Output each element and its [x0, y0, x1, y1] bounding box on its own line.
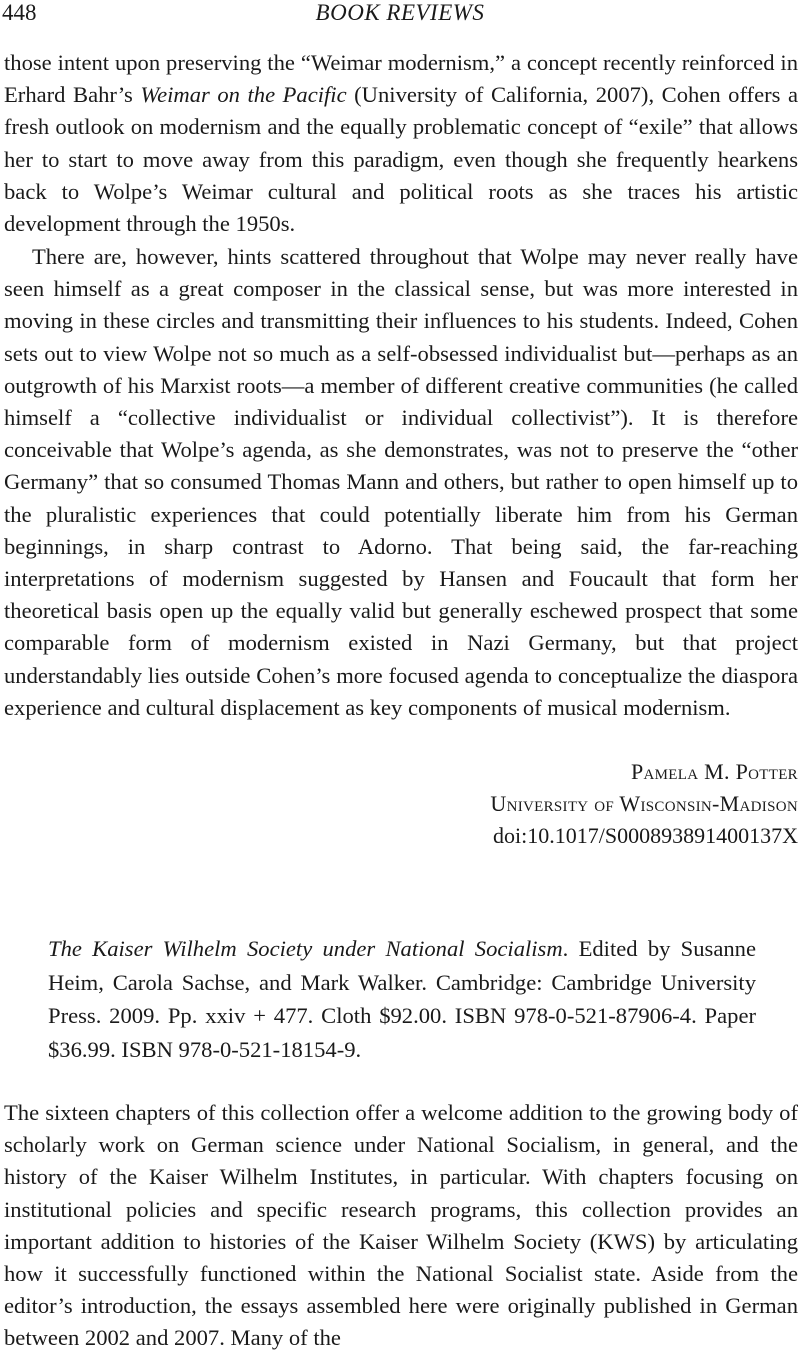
reviewer-name: Pamela M. Potter — [631, 759, 798, 784]
review1-paragraph-2: There are, however, hints scattered throughout that Wolpe may never really have seen himself as a great composer in the classical sense, but was more interested in moving in these circles and transmitting their influences to his students. Indeed, Cohen sets out to view Wolpe not so much as a self-obsessed individualist but—perhaps as an outgrowth of his Marxist roots—a member of different creative communities (he called himself a “collective individualist or individual collectivist”). It is therefore conceivable that Wolpe’s agenda, as she demonstrates, was not to preserve the “other Germany” that so consumed Thomas Mann and others, but rather to open himself up to the pluralistic experiences that could potentially liberate him from his German beginnings, in sharp contrast to Adorno. That being said, the far-reaching interpretations of modernism suggested by Hansen and Foucault that form her theoretical basis open up the equally valid but generally eschewed prospect that some comparable form of modernism existed in Nazi Germany, but that project understandably lies outside Cohen’s more focused agenda to conceptualize the diaspora experience and cultural displacement as key components of musical modernism. — [4, 244, 798, 720]
page-header — [0, 0, 800, 26]
running-head: BOOK REVIEWS — [315, 0, 485, 25]
page-number: 448 — [2, 0, 37, 25]
review1-paragraph-1: those intent upon preserving the “Weimar modernism,” a concept recently reinforced in Erhard Bahr’s Weimar on the Pacific (University of California, 2007), Cohen offers a fresh outlook on modernism and the equally problematic concept of “exile” that allows her to start to move away from this paradigm, even though she frequently hearkens back to Wolpe’s Weimar cultural and political roots as she traces his artistic development through the 1950s. — [4, 50, 798, 237]
book-title-weimar-on-the-pacific: Weimar on the Pacific — [140, 82, 347, 108]
reviewer-affiliation: University of Wisconsin-Madison — [490, 791, 798, 816]
review2-paragraph-1: The sixteen chapters of this collection offer a welcome addition to the growing body of scholarly work on German science under National Socialism, in general, and the history of the Kaiser Wilhelm Institutes, in particular. With chapters focusing on institutional policies and specific research programs, this collection provides an important addition to histories of the Kaiser Wilhelm Society (KWS) by articulating how it successfully functioned within the National Socialist state. Aside from the editor’s introduction, the essays assembled here were originally published in German between 2002 and 2007. Many of the — [4, 1100, 798, 1351]
review-doi: doi:10.1017/S000893891400137X — [493, 823, 798, 848]
book-details: . Edited by Susanne Heim, Carola Sachse, and Mark Walker. Cambridge: Cambridge University Press. 2009. Pp. xxiv + 477. Cloth $92.00. ISBN 978-0-521-87906-4. Paper $36.99. ISBN 978-0-521-18154-9. — [48, 936, 756, 1062]
book-title: The Kaiser Wilhelm Society under National Socialism — [48, 936, 563, 961]
book-citation — [48, 932, 756, 1066]
